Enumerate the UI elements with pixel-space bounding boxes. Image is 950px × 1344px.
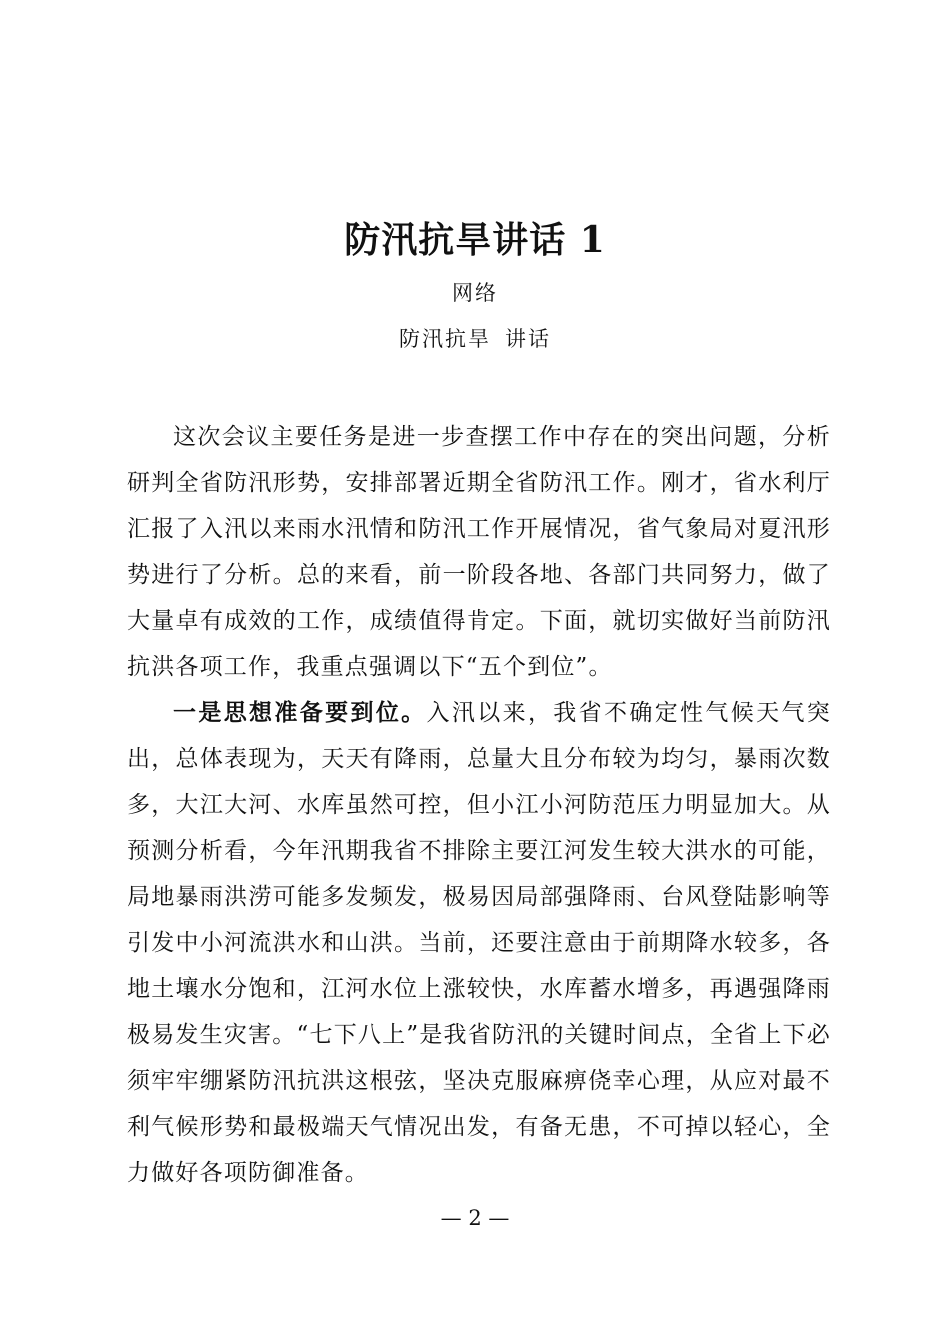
document-author: 网络	[452, 281, 498, 305]
document-keywords	[0, 322, 950, 356]
paragraph-text: 入汛以来，我省不确定性气候天气突出，总体表现为，天天有降雨，总量大且分布较为均匀，暴雨次数多，大江大河、水库虽然可控，但小江小河防范压力明显加大。从预测分析看，今年汛期我省不排除主要江河发生较大洪水的可能，局地暴雨洪涝可能多发频发，极易因局部强降雨、台风登陆影响等引发中小河流洪水和山洪。当前，还要注意由于前期降水较多，各地土壤水分饱和，江河水位上涨较快，水库蓄水增多，再遇强降雨极易发生灾害。“七下八上”是我省防汛的关键时间点，全省上下必须牢牢绷紧防汛抗洪这根弦，坚决克服麻痹侥幸心理，从应对最不利气候形势和最极端天气情况出发，有备无患，不可掉以轻心，全力做好各项防御准备。	[127, 700, 832, 1186]
paragraph-text: 这次会议主要任务是进一步查摆工作中存在的突出问题，分析研判全省防汛形势，安排部署近期全省防汛工作。刚才，省水利厅汇报了入汛以来雨水汛情和防汛工作开展情况，省气象局对夏汛形势进行了分析。总的来看，前一阶段各地、各部门共同努力，做了大量卓有成效的工作，成绩值得肯定。下面，就切实做好当前防汛抗洪各项工作，我重点强调以下“五个到位”。	[127, 424, 831, 680]
paragraph-lead: 一是思想准备要到位。	[173, 699, 427, 726]
body-paragraph	[127, 690, 831, 1196]
document-body	[127, 414, 831, 1196]
keyword: 讲话	[505, 327, 551, 351]
document-title: 防汛抗旱讲话 1	[344, 219, 606, 261]
body-paragraph	[127, 414, 831, 690]
keyword: 防汛抗旱	[399, 327, 491, 351]
page-number: — 2 —	[440, 1206, 510, 1230]
